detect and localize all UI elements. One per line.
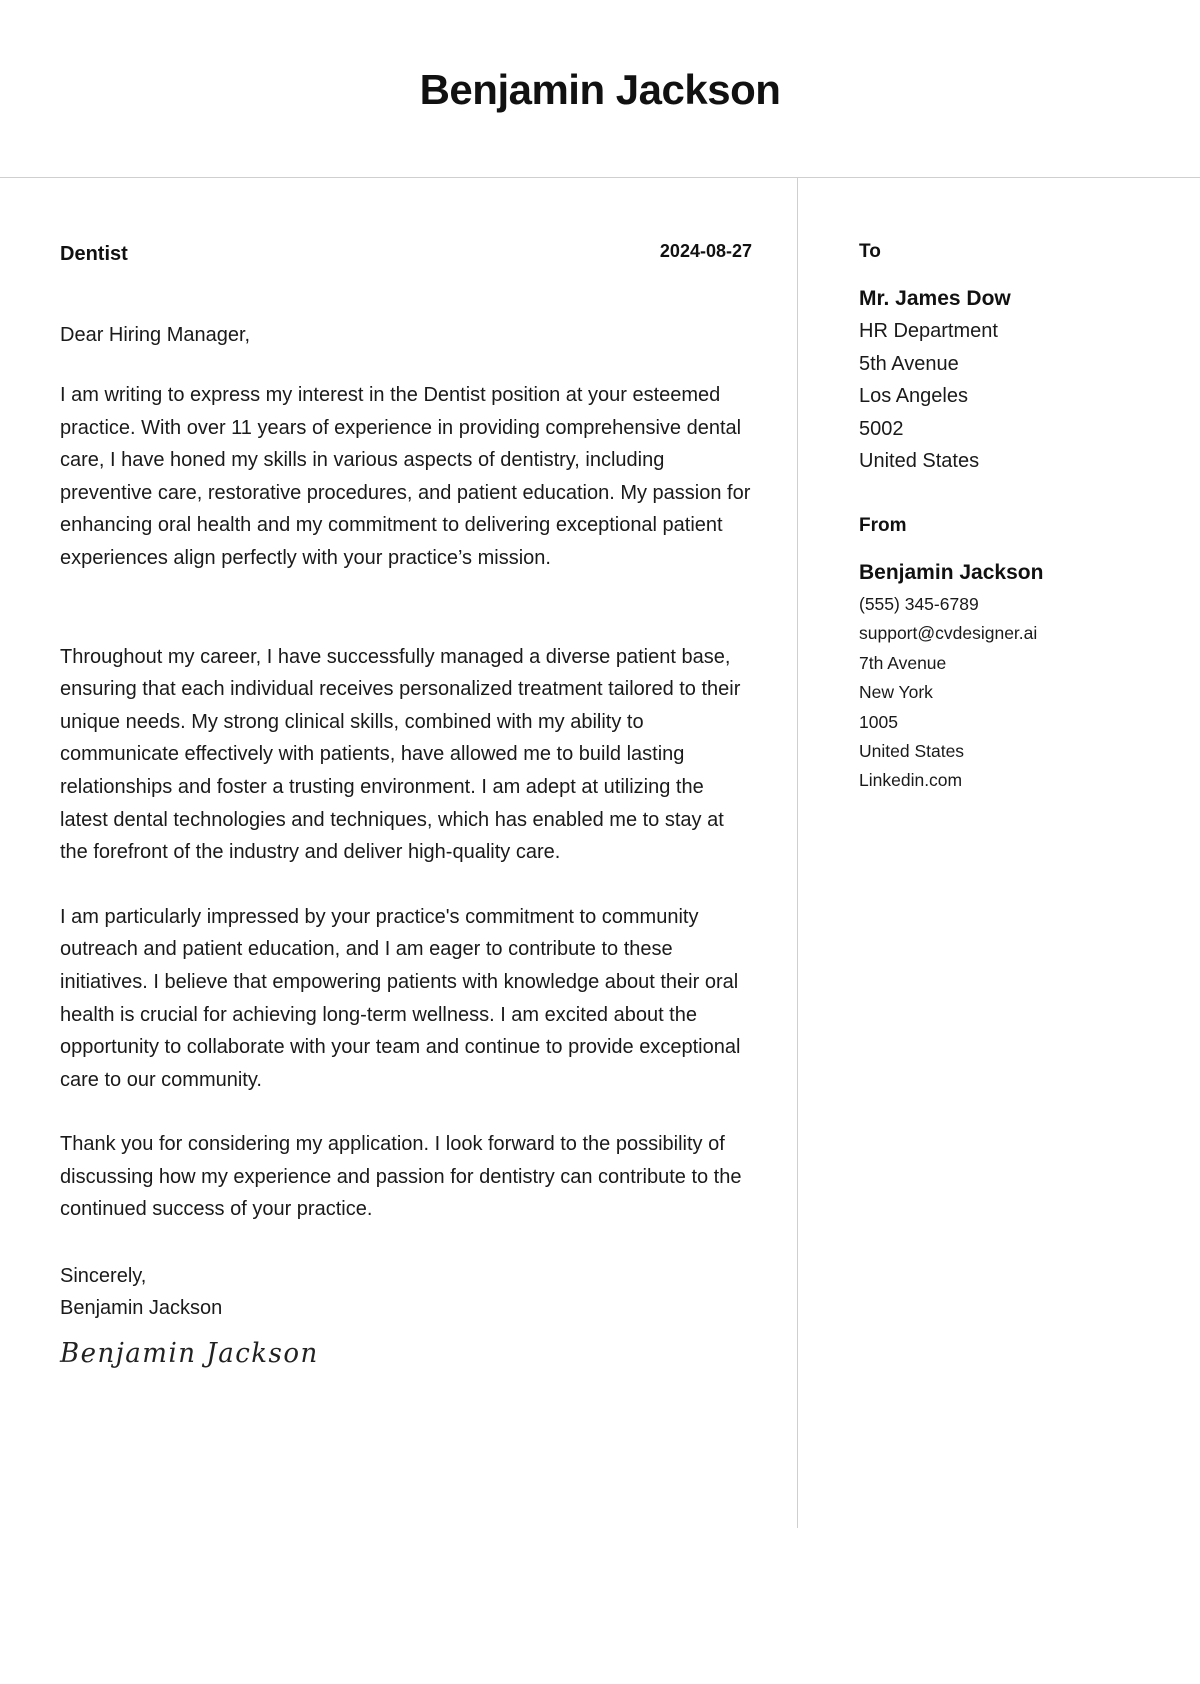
letter-body: [60, 240, 752, 1368]
column-divider: [797, 178, 798, 1528]
recipient-address: [859, 315, 1159, 478]
recipient-label: To: [859, 241, 881, 262]
greeting: Dear Hiring Manager,: [60, 324, 251, 346]
applicant-name-title: Benjamin Jackson: [419, 66, 781, 113]
job-title: Dentist: [60, 243, 128, 265]
address-sidebar: [859, 240, 1159, 796]
closing-block: [60, 1260, 752, 1324]
paragraph-2: Throughout my career, I have successfully managed a diverse patient base, ensuring that each individual receives personalized treatment tailored to their unique needs. My strong clinical skills, combined with my ability to communicate effectively with patients, have allowed me to build lasting relationships and foster a trusting environment. I am adept at utilizing the latest dental technologies and techniques, which has enabled me to stay at the forefront of the industry and deliver high-quality care.: [60, 645, 741, 864]
recipient-city: Los Angeles: [859, 385, 968, 408]
recipient-name: Mr. James Dow: [859, 287, 1011, 310]
sender-country: United States: [859, 741, 965, 761]
sender-email: support@cvdesigner.ai: [859, 623, 1038, 644]
paragraph-1: I am writing to express my interest in the Dentist position at your esteemed practice. With over 11 years of experience in providing comprehensive dental care, I have honed my skills in various aspects of dentistry, including preventive care, restorative procedures, and patient education. My passion for enhancing oral health and my commitment to delivering exceptional patient experiences align perfectly with your practice’s mission.: [60, 384, 751, 569]
paragraph-4: Thank you for considering my application. I look forward to the possibility of discussing how my experience and passion for dentistry can contribute to the continued success of your practice.: [60, 1133, 742, 1221]
recipient-country: United States: [859, 450, 980, 473]
sender-postal-code: 1005: [859, 711, 898, 732]
sender-label: From: [859, 514, 907, 536]
letter-date: 2024-08-27: [659, 241, 752, 261]
sender-name: Benjamin Jackson: [859, 560, 1044, 584]
sender-website: Linkedin.com: [859, 770, 963, 791]
sender-contact: [859, 590, 1159, 796]
sender-street: 7th Avenue: [859, 652, 947, 673]
recipient-postal-code: 5002: [859, 417, 904, 440]
recipient-department: HR Department: [859, 320, 998, 342]
sender-city: New York: [859, 682, 933, 703]
closing-name: Benjamin Jackson: [60, 1297, 223, 1320]
letter-meta-row: [60, 240, 752, 270]
sender-phone: (555) 345-6789: [859, 593, 979, 614]
handwritten-signature: Benjamin Jackson: [60, 1338, 319, 1370]
paragraph-3: I am particularly impressed by your practice's commitment to community outreach and patient education, and I am eager to contribute to these initiatives. I believe that empowering patients with knowledge about their oral health is crucial for achieving long-term wellness. I am excited about the opportunity to collaborate with your team and continue to provide exceptional care to our community.: [60, 905, 741, 1091]
recipient-street: 5th Avenue: [859, 352, 959, 375]
closing-phrase: Sincerely,: [60, 1265, 147, 1288]
letter-header: [0, 0, 1200, 178]
